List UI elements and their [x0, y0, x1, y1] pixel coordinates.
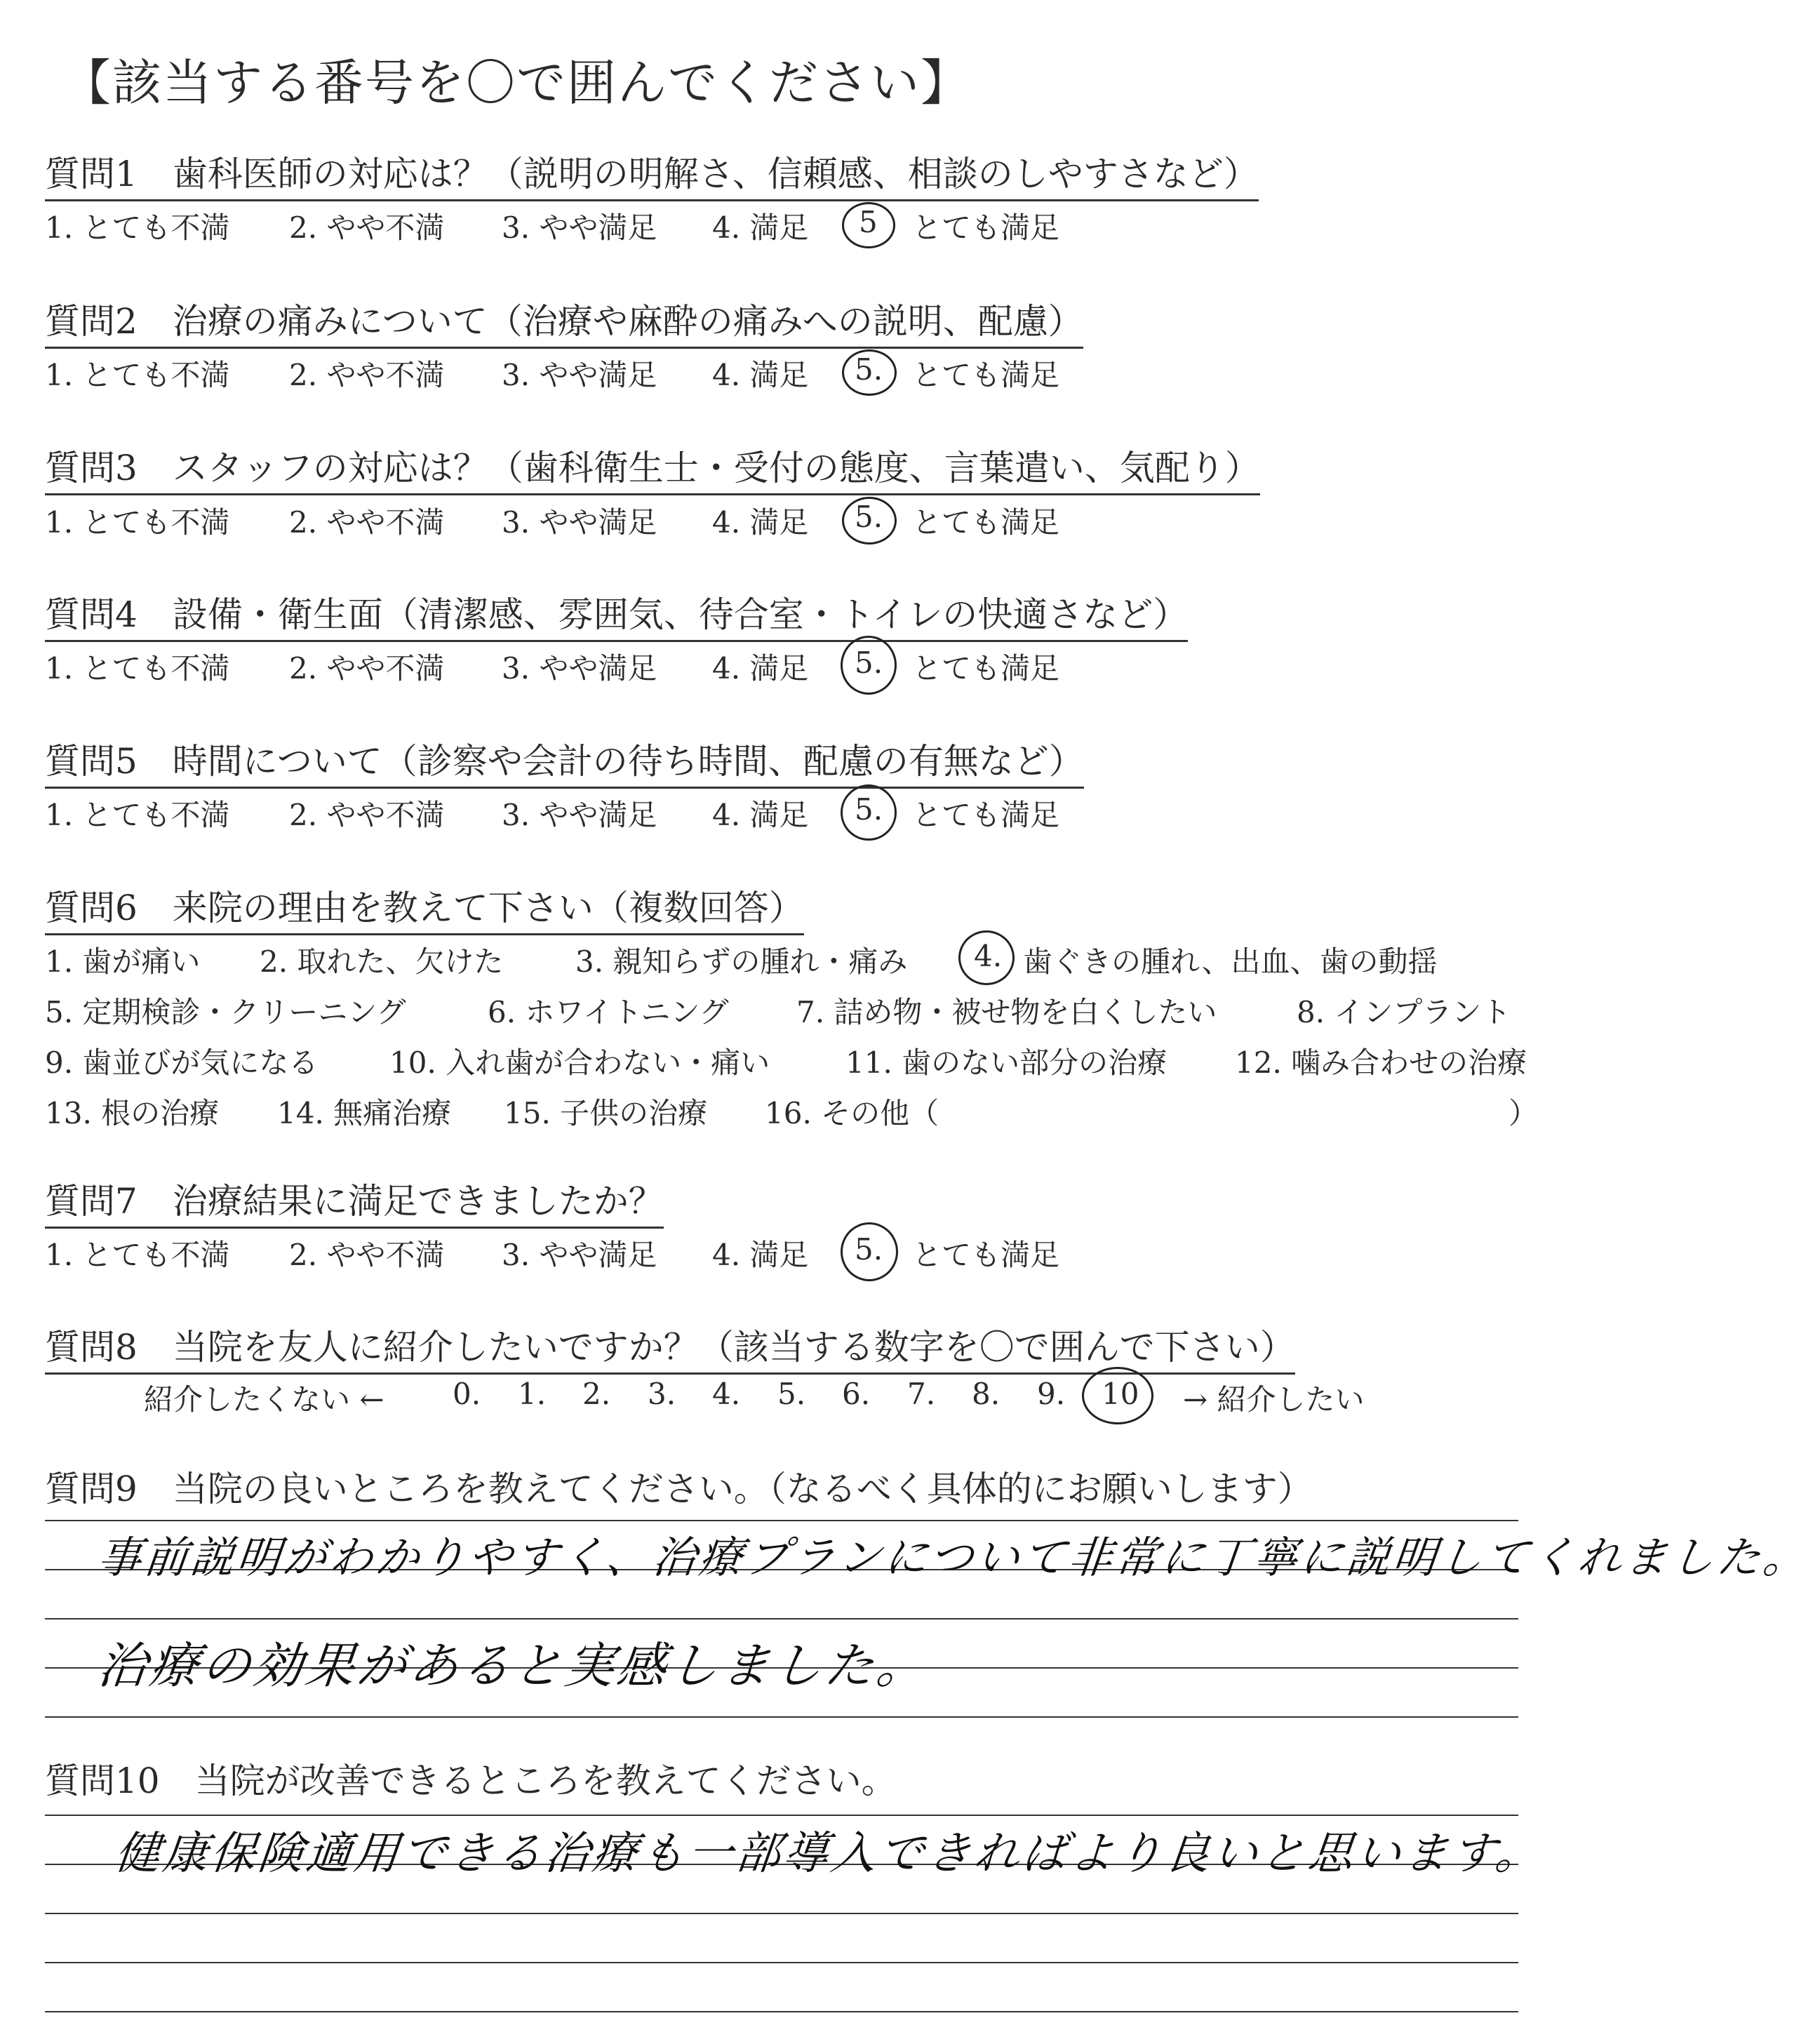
- q1-selection-circle: [842, 202, 895, 248]
- q2-option-2[interactable]: 2. やや不満: [289, 358, 445, 392]
- question-10-title: 質問10 当院が改善できるところを教えてください。: [45, 1761, 897, 1801]
- q8-scale-9[interactable]: 9.: [1037, 1377, 1066, 1411]
- q6-option-16-close-paren: ）: [1508, 1096, 1539, 1130]
- question-3-title: 質問3 スタッフの対応は？（歯科衛生士・受付の態度、言葉遣い、気配り）: [45, 440, 1260, 495]
- q8-scale-3[interactable]: 3.: [648, 1377, 676, 1411]
- q10-answer-line-1: [45, 1815, 1518, 1816]
- q5-option-3[interactable]: 3. やや満足: [502, 798, 657, 832]
- q9-answer-line-3: [45, 1618, 1518, 1619]
- q6-option-14[interactable]: 14. 無痛治療: [277, 1096, 452, 1130]
- q7-option-1[interactable]: 1. とても不満: [45, 1238, 230, 1272]
- q5-option-2[interactable]: 2. やや不満: [289, 798, 445, 832]
- q8-scale-1[interactable]: 1.: [518, 1377, 547, 1411]
- q5-option-4[interactable]: 4. 満足: [712, 798, 809, 832]
- q5-option-5[interactable]: 5.: [855, 792, 883, 827]
- q6-option-6[interactable]: 6. ホワイトニング: [488, 995, 729, 1029]
- q4-option-5-label: とても満足: [912, 651, 1060, 686]
- q7-option-3[interactable]: 3. やや満足: [502, 1238, 657, 1272]
- q6-option-7[interactable]: 7. 詰め物・被せ物を白くしたい: [796, 995, 1217, 1029]
- question-5-title: 質問5 時間について（診察や会計の待ち時間、配慮の有無など）: [45, 733, 1084, 789]
- q8-scale-2[interactable]: 2.: [582, 1377, 611, 1411]
- q6-option-15[interactable]: 15. 子供の治療: [504, 1096, 708, 1130]
- question-8-title: 質問8 当院を友人に紹介したいですか？（該当する数字を〇で囲んで下さい）: [45, 1319, 1295, 1375]
- q7-option-4[interactable]: 4. 満足: [712, 1238, 809, 1272]
- q4-selection-circle: [841, 636, 897, 695]
- q10-answer-line-4: [45, 1962, 1518, 1963]
- q7-selection-circle: [841, 1222, 898, 1281]
- q2-option-4[interactable]: 4. 満足: [712, 358, 809, 392]
- page-header: 【該当する番号を〇で囲んでください】: [62, 54, 971, 112]
- q9-handwritten-answer-2[interactable]: 治療の効果があると実感しました。: [95, 1637, 932, 1695]
- question-1-title: 質問1 歯科医師の対応は？（説明の明解さ、信頼感、相談のしやすさなど）: [45, 146, 1259, 201]
- q6-option-2[interactable]: 2. 取れた、欠けた: [260, 944, 504, 979]
- q3-option-5[interactable]: 5.: [855, 500, 883, 534]
- question-2-title: 質問2 治療の痛みについて（治療や麻酔の痛みへの説明、配慮）: [45, 293, 1083, 349]
- q6-option-16[interactable]: 16. その他（: [765, 1096, 939, 1130]
- q1-option-5-label: とても満足: [912, 211, 1060, 245]
- q8-scale-8[interactable]: 8.: [972, 1377, 1001, 1411]
- q10-answer-line-5: [45, 2011, 1518, 2012]
- q7-option-5-label: とても満足: [912, 1238, 1060, 1272]
- q3-option-3[interactable]: 3. やや満足: [502, 505, 657, 540]
- q3-option-2[interactable]: 2. やや不満: [289, 505, 445, 540]
- q3-option-4[interactable]: 4. 満足: [712, 505, 809, 540]
- q8-scale-5[interactable]: 5.: [777, 1377, 806, 1411]
- q9-answer-line-1: [45, 1520, 1518, 1521]
- q6-option-13[interactable]: 13. 根の治療: [45, 1096, 220, 1130]
- q8-scale-7[interactable]: 7.: [907, 1377, 936, 1411]
- q2-selection-circle: [842, 349, 897, 396]
- q2-option-1[interactable]: 1. とても不満: [45, 358, 230, 392]
- q9-answer-line-5: [45, 1716, 1518, 1718]
- q8-scale-6[interactable]: 6.: [842, 1377, 871, 1411]
- q6-option-11[interactable]: 11. 歯のない部分の治療: [845, 1046, 1168, 1080]
- q1-option-5[interactable]: 5: [859, 205, 878, 239]
- q6-option-3[interactable]: 3. 親知らずの腫れ・痛み: [575, 944, 908, 979]
- q6-selection-circle: [958, 930, 1015, 985]
- question-4-title: 質問4 設備・衛生面（清潔感、雰囲気、待合室・トイレの快適さなど）: [45, 587, 1188, 642]
- question-7-title: 質問7 治療結果に満足できましたか？: [45, 1173, 664, 1229]
- q8-scale-10[interactable]: 10: [1102, 1377, 1139, 1411]
- q6-option-4-label: 歯ぐきの腫れ、出血、歯の動揺: [1023, 944, 1438, 979]
- q8-selection-circle: [1082, 1367, 1153, 1424]
- q4-option-2[interactable]: 2. やや不満: [289, 651, 445, 686]
- q6-option-4[interactable]: 4.: [974, 939, 1003, 973]
- q1-option-2[interactable]: 2. やや不満: [289, 211, 445, 245]
- q4-option-4[interactable]: 4. 満足: [712, 651, 809, 686]
- q6-option-10[interactable]: 10. 入れ歯が合わない・痛い: [389, 1046, 770, 1080]
- q8-scale-0[interactable]: 0.: [453, 1377, 481, 1411]
- q10-handwritten-answer-1[interactable]: 健康保険適用できる治療も一部導入できればより良いと思います。: [112, 1828, 1546, 1880]
- question-9-title: 質問9 当院の良いところを教えてください。（なるべく具体的にお願いします）: [45, 1469, 1313, 1509]
- q1-option-1[interactable]: 1. とても不満: [45, 211, 230, 245]
- q3-option-5-label: とても満足: [912, 505, 1060, 540]
- q6-option-12[interactable]: 12. 噛み合わせの治療: [1235, 1046, 1527, 1080]
- q4-option-5[interactable]: 5.: [855, 646, 883, 680]
- q5-option-5-label: とても満足: [912, 798, 1060, 832]
- q8-scale-4[interactable]: 4.: [712, 1377, 741, 1411]
- q6-option-5[interactable]: 5. 定期検診・クリーニング: [45, 995, 406, 1029]
- q9-handwritten-answer-1[interactable]: 事前説明がわかりやすく、治療プランについて非常に丁寧に説明してくれました。: [95, 1532, 1812, 1583]
- q4-option-1[interactable]: 1. とても不満: [45, 651, 230, 686]
- q6-option-1[interactable]: 1. 歯が痛い: [45, 944, 201, 979]
- q7-option-2[interactable]: 2. やや不満: [289, 1238, 445, 1272]
- q4-option-3[interactable]: 3. やや満足: [502, 651, 657, 686]
- q7-option-5[interactable]: 5.: [855, 1232, 883, 1267]
- question-6-title: 質問6 来院の理由を教えて下さい（複数回答）: [45, 880, 804, 935]
- q2-option-5[interactable]: 5.: [855, 352, 883, 387]
- q3-option-1[interactable]: 1. とても不満: [45, 505, 230, 540]
- q1-option-4[interactable]: 4. 満足: [712, 211, 809, 245]
- q3-selection-circle: [842, 497, 897, 545]
- q6-option-8[interactable]: 8. インプラント: [1297, 995, 1511, 1029]
- q2-option-3[interactable]: 3. やや満足: [502, 358, 657, 392]
- q6-option-9[interactable]: 9. 歯並びが気になる: [45, 1046, 319, 1080]
- q8-scale-right-label: → 紹介したい: [1183, 1382, 1365, 1417]
- q10-answer-line-3: [45, 1913, 1518, 1914]
- q8-scale-left-label: 紹介したくない ←: [144, 1382, 384, 1417]
- q1-option-3[interactable]: 3. やや満足: [502, 211, 657, 245]
- q5-option-1[interactable]: 1. とても不満: [45, 798, 230, 832]
- q5-selection-circle: [841, 784, 897, 841]
- q2-option-5-label: とても満足: [912, 358, 1060, 392]
